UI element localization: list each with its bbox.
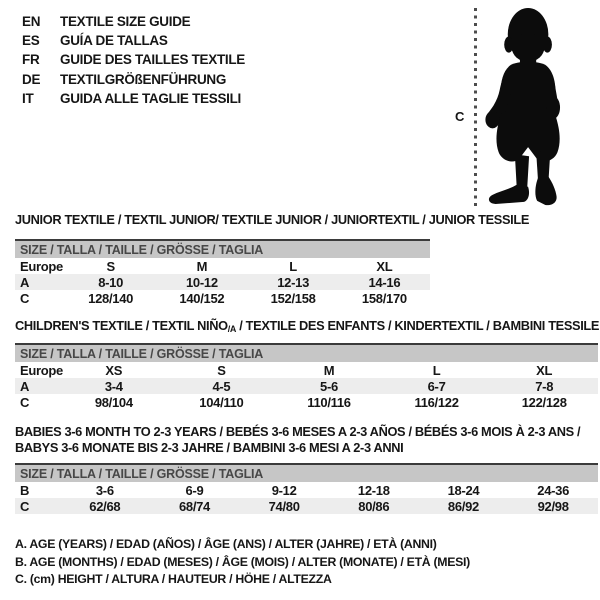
junior-size-table (15, 239, 430, 306)
cell: 104/110 (199, 394, 244, 410)
cell: XL (376, 258, 393, 274)
cell: 122/128 (521, 394, 567, 410)
cell: 62/68 (60, 498, 150, 514)
cell: S (217, 362, 226, 378)
cell: 152/158 (270, 290, 316, 306)
cell: M (196, 258, 208, 274)
size-header-bar: SIZE / TALLA / TAILLE / GRÖSSE / TAGLIA (15, 464, 598, 482)
cell: 158/170 (361, 290, 407, 306)
cell: 12-18 (357, 482, 390, 498)
cell: 24-36 (537, 482, 570, 498)
language-title: GUIDA ALLE TAGLIE TESSILI (60, 90, 241, 106)
table-row (15, 378, 598, 394)
row-label: C (20, 290, 30, 306)
row-label: Europe (20, 258, 63, 274)
height-measure-dotted-line (474, 8, 477, 208)
language-title-list (22, 12, 245, 108)
table-row (15, 258, 430, 274)
language-row-de (22, 70, 245, 89)
language-code: DE (22, 71, 41, 87)
language-row-it (22, 89, 245, 108)
size-header-bar: SIZE / TALLA / TAILLE / GRÖSSE / TAGLIA (15, 344, 598, 362)
title-text: / TEXTILE DES ENFANTS / KINDERTEXTIL / BAMBINI TESSILE (236, 318, 600, 333)
title-line-1: BABIES 3-6 MONTH TO 2-3 YEARS / BEBÉS 3-6 MESES A 2-3 AÑOS / BÉBÉS 3-6 MOIS À 2-3 ANS / (15, 424, 581, 439)
table-row (15, 498, 598, 514)
cell: 4-5 (168, 378, 276, 394)
table-row (15, 274, 430, 290)
cell: 74/80 (239, 498, 329, 514)
language-title: GUIDE DES TAILLES TEXTILE (60, 52, 246, 68)
cell: M (323, 362, 335, 378)
cell: 128/140 (88, 290, 134, 306)
cell: 6-9 (185, 482, 204, 498)
title-text: CHILDREN'S TEXTILE / TEXTIL NIÑO (15, 318, 228, 333)
cell: 8-10 (65, 274, 156, 290)
language-code: FR (22, 52, 40, 68)
row-label: B (20, 482, 30, 498)
row-label: Europe (20, 362, 63, 378)
footnote-a: A. AGE (YEARS) / EDAD (AÑOS) / ÂGE (ANS) / ALTER (JAHRE) / ETÀ (ANNI) (15, 537, 437, 551)
cell: 3-6 (95, 482, 114, 498)
footnote-c: C. (cm) HEIGHT / ALTURA / HAUTEUR / HÖHE / ALTEZZA (15, 572, 332, 587)
cell: 12-13 (248, 274, 339, 290)
row-label: C (20, 394, 30, 410)
cell: 140/152 (179, 290, 225, 306)
table-row (15, 362, 598, 378)
language-row-en (22, 12, 245, 31)
cell: L (289, 258, 297, 274)
cell: 110/116 (307, 394, 351, 410)
cell: 98/104 (94, 394, 133, 410)
table-row (15, 290, 430, 306)
cell: L (432, 362, 441, 378)
row-label: A (15, 378, 60, 394)
cell: 18-24 (447, 482, 480, 498)
table-header-row (15, 240, 430, 258)
cell: 10-12 (156, 274, 247, 290)
cell: 86/92 (419, 498, 509, 514)
size-header-bar: SIZE / TALLA / TAILLE / GRÖSSE / TAGLIA (15, 240, 430, 258)
title-subscript: /A (227, 324, 237, 334)
footnote-b: B. AGE (MONTHS) / EDAD (MESES) / ÂGE (MOIS) / ALTER (MONATE) / ETÀ (MESI) (15, 554, 470, 569)
height-measure-label: C (455, 109, 465, 124)
table-row (15, 482, 598, 498)
cell: 6-7 (383, 378, 491, 394)
cell: XL (536, 362, 553, 378)
cell: S (106, 258, 115, 274)
toddler-silhouette-icon (483, 7, 565, 207)
language-code: IT (22, 90, 34, 106)
cell: 5-6 (275, 378, 383, 394)
cell: 80/86 (329, 498, 419, 514)
language-title: TEXTILGRÖßENFÜHRUNG (60, 71, 227, 87)
babies-size-table (15, 463, 598, 514)
row-label: A (15, 274, 65, 290)
cell: 14-16 (339, 274, 430, 290)
cell: 9-12 (271, 482, 297, 498)
language-code: EN (22, 14, 41, 29)
table-row (15, 394, 598, 410)
section-title-junior: JUNIOR TEXTILE / TEXTIL JUNIOR/ TEXTILE JUNIOR / JUNIORTEXTIL / JUNIOR TESSILE (15, 212, 530, 227)
row-label: C (15, 498, 60, 514)
section-title-babies (15, 424, 590, 455)
legend-footnotes (15, 536, 470, 589)
title-line-2: BABYS 3-6 MONATE BIS 2-3 JAHRE / BAMBINI 3-6 MESI A 2-3 ANNI (15, 439, 404, 455)
children-size-table (15, 343, 598, 410)
language-title: GUÍA DE TALLAS (60, 33, 168, 49)
cell: 3-4 (60, 378, 168, 394)
cell: 92/98 (508, 498, 598, 514)
language-row-fr (22, 50, 245, 69)
table-header-row (15, 344, 598, 362)
language-title: TEXTILE SIZE GUIDE (60, 14, 191, 29)
language-code: ES (22, 33, 40, 49)
cell: XS (105, 362, 123, 378)
section-title-children (15, 318, 599, 334)
language-row-es (22, 31, 245, 50)
cell: 68/74 (150, 498, 240, 514)
table-header-row (15, 464, 598, 482)
cell: 7-8 (490, 378, 598, 394)
cell: 116/122 (414, 394, 459, 410)
